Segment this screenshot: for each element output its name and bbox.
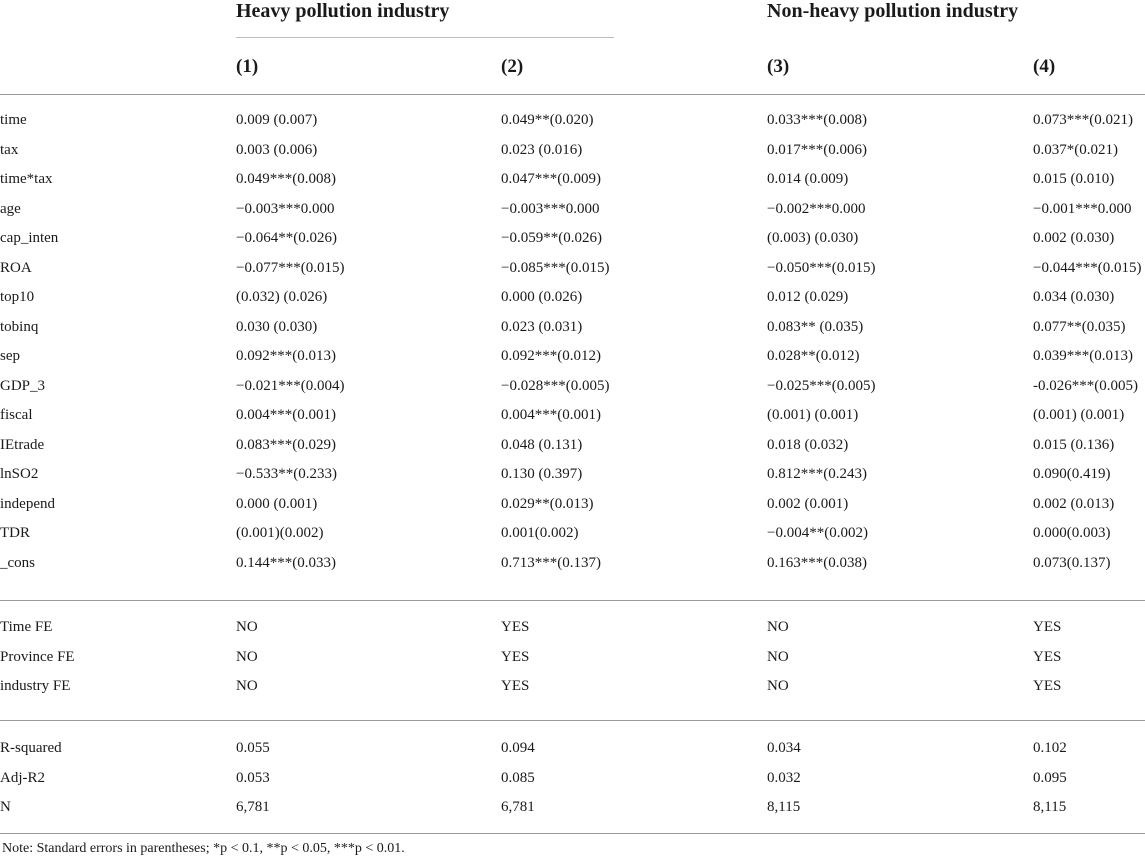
table-row bbox=[0, 519, 1145, 549]
table-row bbox=[0, 224, 1145, 254]
table-row bbox=[0, 460, 1145, 490]
cell-col-4: 0.015 (0.136) bbox=[1033, 436, 1115, 453]
fe-rule bbox=[0, 600, 1145, 601]
column-header-3: (3) bbox=[767, 56, 790, 77]
cell-col-1: −0.003***0.000 bbox=[236, 200, 335, 217]
cell-col-1: (0.001)(0.002) bbox=[236, 525, 324, 541]
table-row bbox=[0, 372, 1145, 402]
cell-col-1: −0.533**(0.233) bbox=[236, 466, 337, 482]
row-label: industry FE bbox=[0, 678, 71, 694]
cell-col-1: −0.064**(0.026) bbox=[236, 230, 337, 246]
row-label: age bbox=[0, 200, 21, 217]
cell-col-2: YES bbox=[501, 648, 530, 665]
cell-col-2: 0.029**(0.013) bbox=[501, 495, 594, 512]
table-row bbox=[0, 313, 1145, 343]
table-row bbox=[0, 283, 1145, 313]
table-row bbox=[0, 549, 1145, 579]
row-label: independ bbox=[0, 495, 55, 512]
table-row bbox=[0, 734, 1145, 764]
cell-col-1: 0.030 (0.030) bbox=[236, 318, 318, 335]
cell-col-2: 0.094 bbox=[501, 740, 535, 756]
cell-col-4: 0.102 bbox=[1033, 740, 1067, 756]
table-row bbox=[0, 401, 1145, 431]
group-header-heavy: Heavy pollution industry bbox=[236, 0, 450, 22]
cell-col-1: 0.009 (0.007) bbox=[236, 112, 318, 128]
row-label: tobinq bbox=[0, 318, 39, 335]
cell-col-3: 0.812***(0.243) bbox=[767, 466, 867, 482]
row-label: sep bbox=[0, 348, 20, 364]
column-header-2: (2) bbox=[501, 56, 524, 77]
cell-col-3: 0.002 (0.001) bbox=[767, 495, 849, 512]
cell-col-2: 0.130 (0.397) bbox=[501, 466, 583, 482]
table-note: Note: Standard errors in parentheses; *p < 0.1, **p < 0.05, ***p < 0.01. bbox=[2, 841, 405, 856]
cell-col-3: 0.034 bbox=[767, 740, 801, 756]
cell-col-2: 6,781 bbox=[501, 799, 535, 815]
cell-col-3: 0.017***(0.006) bbox=[767, 141, 867, 158]
row-label: IEtrade bbox=[0, 436, 45, 453]
row-label: ROA bbox=[0, 259, 32, 276]
coefficients-block bbox=[0, 106, 1145, 578]
cell-col-1: 0.004***(0.001) bbox=[236, 407, 336, 423]
cell-col-3: 0.012 (0.029) bbox=[767, 289, 849, 305]
fixed-effects-body bbox=[0, 613, 1145, 702]
table-row bbox=[0, 342, 1145, 372]
cell-col-2: 0.713***(0.137) bbox=[501, 554, 601, 571]
cell-col-2: −0.003***0.000 bbox=[501, 200, 600, 217]
cell-col-3: 0.033***(0.008) bbox=[767, 112, 867, 128]
cell-col-3: NO bbox=[767, 619, 789, 635]
row-label: N bbox=[0, 799, 11, 815]
table-row bbox=[0, 764, 1145, 794]
cell-col-4: 0.073(0.137) bbox=[1033, 554, 1111, 571]
group-rule-heavy bbox=[236, 37, 614, 38]
cell-col-4: -0.026***(0.005) bbox=[1033, 377, 1138, 394]
header-rule bbox=[0, 94, 1145, 95]
table-row bbox=[0, 672, 1145, 702]
cell-col-1: 0.003 (0.006) bbox=[236, 141, 318, 158]
cell-col-3: 0.028**(0.012) bbox=[767, 348, 860, 364]
cell-col-4: 0.090(0.419) bbox=[1033, 466, 1111, 482]
table-row bbox=[0, 431, 1145, 461]
row-label: time bbox=[0, 112, 27, 128]
column-header-4: (4) bbox=[1033, 56, 1056, 77]
stats-body bbox=[0, 734, 1145, 823]
cell-col-3: NO bbox=[767, 678, 789, 694]
cell-col-3: 0.083** (0.035) bbox=[767, 318, 864, 335]
cell-col-1: 0.083***(0.029) bbox=[236, 436, 336, 453]
row-label: fiscal bbox=[0, 407, 33, 423]
cell-col-4: 0.037*(0.021) bbox=[1033, 141, 1118, 158]
stats-rule bbox=[0, 720, 1145, 721]
cell-col-4: YES bbox=[1033, 648, 1062, 665]
stats-block bbox=[0, 734, 1145, 823]
row-label: Adj-R2 bbox=[0, 769, 45, 786]
cell-col-1: 0.144***(0.033) bbox=[236, 554, 336, 571]
cell-col-2: −0.059**(0.026) bbox=[501, 230, 602, 246]
table-row bbox=[0, 613, 1145, 643]
cell-col-3: −0.002***0.000 bbox=[767, 200, 866, 217]
cell-col-1: 0.049***(0.008) bbox=[236, 171, 336, 187]
cell-col-3: 0.163***(0.038) bbox=[767, 554, 867, 571]
cell-col-2: 0.085 bbox=[501, 769, 535, 786]
cell-col-1: NO bbox=[236, 619, 258, 635]
bottom-rule bbox=[0, 833, 1145, 834]
cell-col-2: 0.048 (0.131) bbox=[501, 436, 583, 453]
table-row bbox=[0, 643, 1145, 673]
cell-col-2: −0.028***(0.005) bbox=[501, 377, 610, 394]
cell-col-2: 0.049**(0.020) bbox=[501, 112, 594, 128]
table-row bbox=[0, 136, 1145, 166]
cell-col-2: 0.001(0.002) bbox=[501, 525, 579, 541]
fixed-effects-block bbox=[0, 613, 1145, 702]
cell-col-2: 0.000 (0.026) bbox=[501, 289, 583, 305]
cell-col-4: 0.073***(0.021) bbox=[1033, 112, 1133, 128]
cell-col-4: 0.039***(0.013) bbox=[1033, 348, 1133, 364]
cell-col-3: 0.018 (0.032) bbox=[767, 436, 849, 453]
table-row bbox=[0, 793, 1145, 823]
row-label: tax bbox=[0, 141, 19, 158]
row-label: _cons bbox=[0, 554, 35, 571]
cell-col-1: (0.032) (0.026) bbox=[236, 289, 328, 305]
group-header-nonheavy: Non-heavy pollution industry bbox=[767, 0, 1019, 22]
cell-col-2: 0.023 (0.031) bbox=[501, 318, 583, 335]
cell-col-1: 6,781 bbox=[236, 799, 270, 815]
cell-col-2: 0.092***(0.012) bbox=[501, 348, 601, 364]
cell-col-4: 0.002 (0.030) bbox=[1033, 230, 1115, 246]
cell-col-3: 0.014 (0.009) bbox=[767, 171, 849, 187]
row-label: TDR bbox=[0, 525, 30, 541]
cell-col-3: −0.004**(0.002) bbox=[767, 525, 868, 541]
column-header-1: (1) bbox=[236, 56, 259, 77]
cell-col-1: NO bbox=[236, 678, 258, 694]
coefficients-body bbox=[0, 106, 1145, 578]
cell-col-3: (0.001) (0.001) bbox=[767, 407, 859, 423]
cell-col-1: 0.000 (0.001) bbox=[236, 495, 318, 512]
row-label: cap_inten bbox=[0, 230, 59, 246]
cell-col-2: YES bbox=[501, 619, 530, 635]
row-label: top10 bbox=[0, 289, 35, 305]
cell-col-3: 0.032 bbox=[767, 769, 801, 786]
cell-col-4: 0.000(0.003) bbox=[1033, 525, 1111, 541]
cell-col-4: 0.002 (0.013) bbox=[1033, 495, 1115, 512]
cell-col-3: −0.050***(0.015) bbox=[767, 259, 876, 276]
cell-col-4: −0.044***(0.015) bbox=[1033, 259, 1142, 276]
cell-col-3: 8,115 bbox=[767, 799, 801, 815]
cell-col-2: 0.023 (0.016) bbox=[501, 141, 583, 158]
cell-col-4: 8,115 bbox=[1033, 799, 1067, 815]
cell-col-2: YES bbox=[501, 678, 530, 694]
table-row bbox=[0, 490, 1145, 520]
cell-col-4: (0.001) (0.001) bbox=[1033, 407, 1125, 423]
row-label: R-squared bbox=[0, 740, 62, 756]
row-label: Time FE bbox=[0, 619, 53, 635]
cell-col-4: 0.034 (0.030) bbox=[1033, 289, 1115, 305]
cell-col-1: 0.053 bbox=[236, 769, 270, 786]
cell-col-4: YES bbox=[1033, 678, 1062, 694]
cell-col-4: YES bbox=[1033, 619, 1062, 635]
cell-col-1: −0.021***(0.004) bbox=[236, 377, 345, 394]
cell-col-4: 0.015 (0.010) bbox=[1033, 171, 1115, 187]
table-row bbox=[0, 254, 1145, 284]
row-label: lnSO2 bbox=[0, 466, 39, 482]
cell-col-3: (0.003) (0.030) bbox=[767, 230, 859, 246]
cell-col-3: −0.025***(0.005) bbox=[767, 377, 876, 394]
cell-col-2: 0.004***(0.001) bbox=[501, 407, 601, 423]
table-row bbox=[0, 165, 1145, 195]
cell-col-4: 0.077**(0.035) bbox=[1033, 318, 1126, 335]
cell-col-4: 0.095 bbox=[1033, 769, 1067, 786]
cell-col-1: 0.055 bbox=[236, 740, 270, 756]
cell-col-1: NO bbox=[236, 648, 258, 665]
row-label: Province FE bbox=[0, 648, 75, 665]
cell-col-3: NO bbox=[767, 648, 789, 665]
table-row bbox=[0, 106, 1145, 136]
cell-col-2: 0.047***(0.009) bbox=[501, 171, 601, 187]
cell-col-4: −0.001***0.000 bbox=[1033, 200, 1132, 217]
row-label: GDP_3 bbox=[0, 377, 46, 394]
row-label: time*tax bbox=[0, 171, 53, 187]
cell-col-1: 0.092***(0.013) bbox=[236, 348, 336, 364]
table-row bbox=[0, 195, 1145, 225]
cell-col-1: −0.077***(0.015) bbox=[236, 259, 345, 276]
cell-col-2: −0.085***(0.015) bbox=[501, 259, 610, 276]
